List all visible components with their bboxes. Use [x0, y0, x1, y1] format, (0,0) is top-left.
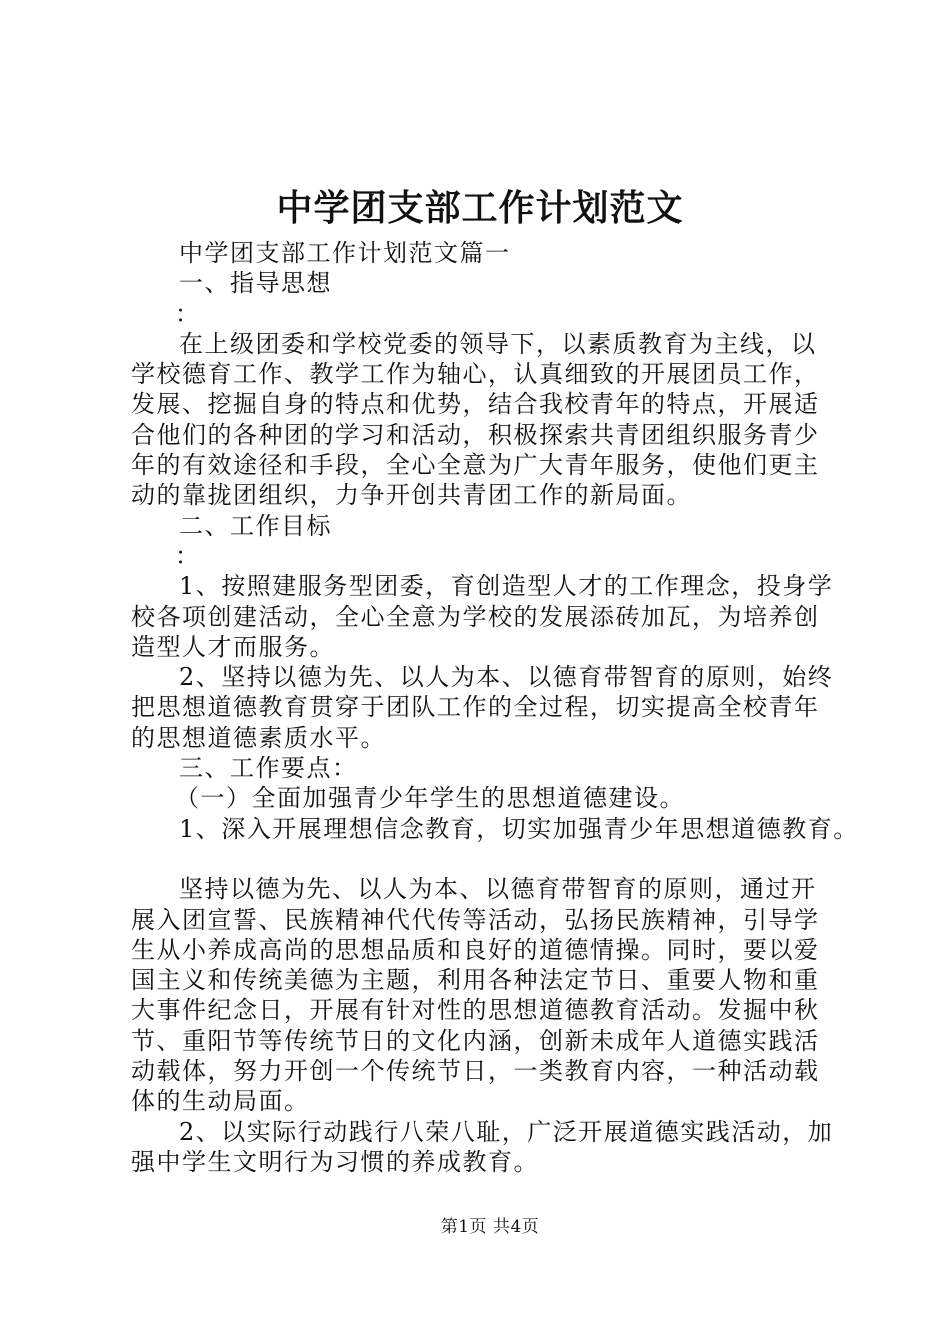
paragraph-line: 合他们的各种团的学习和活动，积极探索共青团组织服务青少 — [131, 420, 820, 449]
paragraph-line: 展入团宣誓、民族精神代代传等活动，弘扬民族精神，引导学 — [131, 905, 820, 934]
paragraph-line: 强中学生文明行为习惯的养成教育。 — [131, 1147, 539, 1176]
paragraph-line: 1、深入开展理想信念教育，切实加强青少年思想道德教育。 — [179, 814, 859, 843]
heading-colon: ： — [175, 299, 201, 328]
paragraph-line: 的思想道德素质水平。 — [131, 723, 386, 752]
document-title: 中学团支部工作计划范文 — [276, 187, 684, 229]
paragraph-line: 把思想道德教育贯穿于团队工作的全过程，切实提高全校青年 — [131, 693, 820, 722]
paragraph-line: 节、重阳节等传统节日的文化内涵，创新未成年人道德实践活 — [131, 1026, 820, 1055]
paragraph-line: 体的生动局面。 — [131, 1087, 310, 1116]
heading-colon: ： — [175, 541, 201, 570]
paragraph-line: 2、坚持以德为先、以人为本、以德育带智育的原则，始终 — [179, 663, 834, 692]
paragraph-line: 2、以实际行动践行八荣八耻，广泛开展道德实践活动，加 — [179, 1117, 834, 1146]
section-subtitle: 中学团支部工作计划范文篇一 — [179, 239, 511, 267]
subsection-heading: （一）全面加强青少年学生的思想道德建设。 — [175, 784, 685, 813]
paragraph-line: 坚持以德为先、以人为本、以德育带智育的原则，通过开 — [179, 875, 817, 904]
paragraph-line: 造型人才而服务。 — [131, 632, 335, 661]
paragraph-line: 学校德育工作、教学工作为轴心，认真细致的开展团员工作， — [131, 360, 820, 389]
section-heading-guiding-ideology: 一、指导思想 — [179, 269, 332, 298]
page-footer: 第1页 共4页 — [440, 1217, 540, 1237]
paragraph-line: 国主义和传统美德为主题，利用各种法定节日、重要人物和重 — [131, 966, 820, 995]
paragraph-line: 动的靠拢团组织，力争开创共青团工作的新局面。 — [131, 481, 692, 510]
paragraph-line: 1、按照建服务型团委，育创造型人才的工作理念，投身学 — [179, 572, 834, 601]
paragraph-line: 动载体，努力开创一个传统节日，一类教育内容，一种活动载 — [131, 1057, 820, 1086]
paragraph-line: 年的有效途径和手段，全心全意为广大青年服务，使他们更主 — [131, 451, 820, 480]
paragraph-line: 生从小养成高尚的思想品质和良好的道德情操。同时，要以爱 — [131, 935, 820, 964]
section-heading-work-points: 三、工作要点： — [179, 754, 358, 783]
section-heading-work-goals: 二、工作目标 — [179, 511, 332, 540]
paragraph-line: 发展、挖掘自身的特点和优势，结合我校青年的特点，开展适 — [131, 390, 820, 419]
document-body — [131, 238, 859, 1177]
paragraph-line: 校各项创建活动，全心全意为学校的发展添砖加瓦，为培养创 — [131, 602, 820, 631]
blank-line — [131, 844, 851, 874]
paragraph-line: 在上级团委和学校党委的领导下，以素质教育为主线，以 — [179, 329, 817, 358]
paragraph-line: 大事件纪念日，开展有针对性的思想道德教育活动。发掘中秋 — [131, 996, 820, 1025]
